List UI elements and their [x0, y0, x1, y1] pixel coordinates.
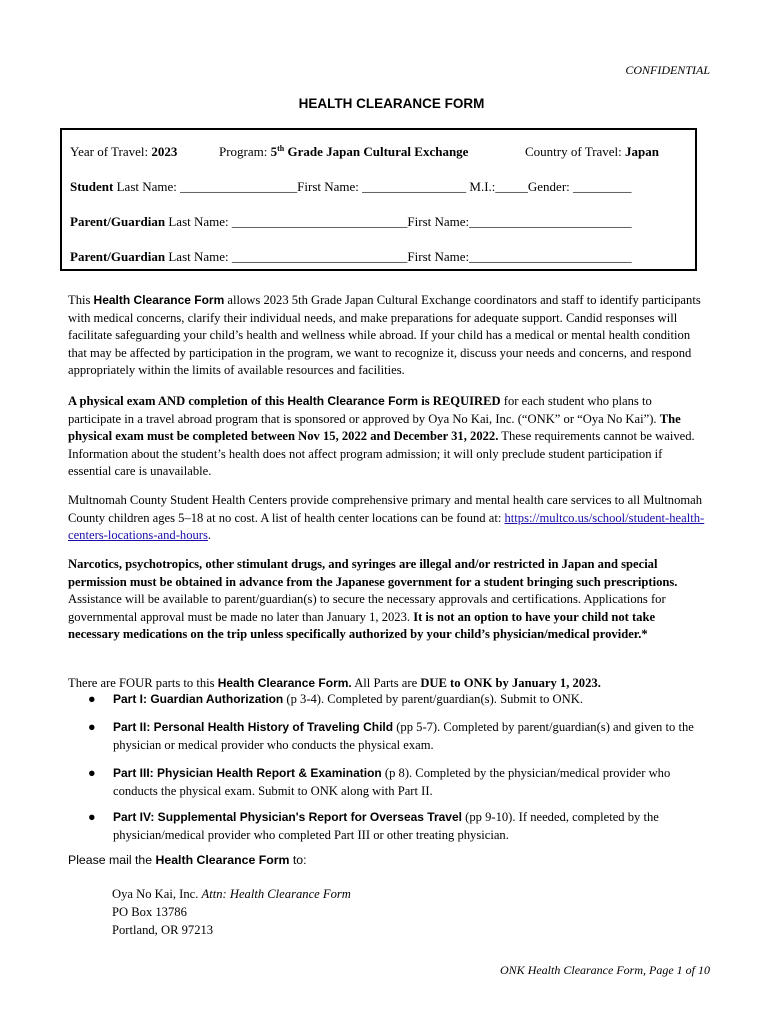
address-line-3: Portland, OR 97213: [112, 923, 214, 937]
text: This: [68, 293, 94, 307]
health-centers-link[interactable]: https://multco.us/school/student-health-centers-locations-and-hours: [68, 510, 705, 542]
student-name-row: [70, 179, 632, 195]
year-value: 2023: [151, 144, 178, 159]
address-line-1: [112, 885, 351, 903]
mail-instruction: [68, 853, 307, 867]
program-value: [271, 144, 469, 159]
country-value: Japan: [625, 144, 660, 159]
program-grade: 5: [270, 144, 278, 159]
parent1-name-fields[interactable]: Last Name: ___________________________First Name:_________________________: [165, 214, 632, 229]
part-title: Part IV: Supplemental Physician's Report for Overseas Travel: [113, 810, 462, 824]
text: A physical exam AND completion of this: [68, 394, 288, 408]
intro-paragraph: [68, 292, 708, 380]
parent-label: Parent/Guardian: [70, 214, 166, 229]
travel-info-box: [60, 128, 697, 271]
text: Multnomah County Student Health Centers provide comprehensive primary and mental health care services to all Multnomah County children ages 5–18 at no cost. A list of health center locations can be found at:: [68, 493, 703, 525]
attention-line: Attn: Health Clearance Form: [201, 887, 351, 901]
country-of-travel: [525, 144, 659, 160]
text: All Parts are: [351, 676, 421, 690]
exam-deadline: The physical exam must be completed between Nov 15, 2022 and December 31, 2022.: [68, 411, 681, 443]
organization: Oya No Kai, Inc.: [112, 887, 202, 901]
page-title: HEALTH CLEARANCE FORM: [298, 96, 485, 111]
form-name: Health Clearance Form.: [217, 676, 352, 690]
form-name: Health Clearance Form: [155, 853, 290, 867]
program: [219, 144, 468, 160]
form-name: Health Clearance Form: [287, 394, 419, 408]
student-label: Student: [70, 179, 114, 194]
program-name: Grade Japan Cultural Exchange: [284, 144, 469, 159]
part-description: (pp 9-10). If needed, completed by the physician/medical provider who completed Part III or other treating physician.: [113, 810, 659, 842]
program-label: Program:: [219, 144, 271, 159]
part-title: Part I: Guardian Authorization: [113, 692, 284, 706]
medications-paragraph: [68, 556, 708, 644]
text: .: [207, 528, 212, 542]
parent-guardian-row-1: [70, 214, 632, 230]
form-name: Health Clearance Form: [93, 293, 225, 307]
text: These requirements cannot be waived. Information about the student’s health does not affect program admission; it will only preclude student participation if essential care is unavailable.: [68, 429, 695, 478]
parent-guardian-row-2: [70, 249, 632, 265]
year-of-travel: [70, 144, 177, 160]
program-grade-suffix: th: [277, 144, 285, 153]
text: Assistance will be available to parent/guardian(s) to secure the necessary approvals and certifications. Applications for governmental approval must be made no later than January 1, 2023.: [68, 592, 666, 624]
text: Please mail the: [68, 853, 156, 867]
bullet-icon: ●: [88, 766, 96, 780]
bullet-icon: ●: [88, 810, 96, 824]
parent2-name-fields[interactable]: Last Name: ___________________________First Name:_________________________: [165, 249, 632, 264]
student-name-fields[interactable]: Last Name: __________________First Name: ________________ M.I.:_____Gender: _________: [113, 179, 632, 194]
text: is REQUIRED: [418, 394, 501, 408]
text: Narcotics, psychotropics, other stimulant drugs, and syringes are illegal and/or restricted in Japan and special permission must be obtained in advance from the Japanese government for a student bringing such prescriptions.: [68, 557, 678, 589]
country-label: Country of Travel:: [525, 144, 626, 159]
due-date: DUE to ONK by January 1, 2023.: [420, 676, 601, 690]
text: There are FOUR parts to this: [68, 676, 218, 690]
parent-label: Parent/Guardian: [70, 249, 166, 264]
address-line-2: PO Box 13786: [112, 905, 187, 919]
part-description: (p 3-4). Completed by parent/guardian(s). Submit to ONK.: [283, 692, 583, 706]
text: to:: [289, 853, 307, 867]
part-title: Part III: Physician Health Report & Examination: [113, 766, 382, 780]
part-title: Part II: Personal Health History of Traveling Child: [113, 720, 394, 734]
text: allows 2023 5th Grade Japan Cultural Exchange coordinators and staff to identify participants with medical concerns, clarify their individual needs, and make preparations for adequate support. Candid responses will facilitate safeguarding your child’s health and wellness while abroad. If your child has a medical or mental health condition that may be affected by participation in the program, we want to recognize it, discuss your needs and concerns, and respond appropriately within the limits of available resources and facilities.: [68, 293, 701, 377]
confidential-label: CONFIDENTIAL: [625, 63, 710, 77]
year-label: Year of Travel:: [70, 144, 152, 159]
mailing-address: [112, 885, 351, 939]
physical-exam-paragraph: [68, 393, 708, 481]
bullet-icon: ●: [88, 720, 96, 734]
health-centers-paragraph: [68, 492, 708, 545]
text: It is not an option to have your child not take necessary medications on the trip unless specifically authorized by your child’s physician/medical provider.*: [68, 609, 656, 641]
part-description: (p 8). Completed by the physician/medical provider who conducts the physical exam. Submit to ONK along with Part II.: [113, 766, 671, 798]
part-description: (pp 5-7). Completed by parent/guardian(s) and given to the physician or medical provider who conducts the physical exam.: [113, 720, 694, 752]
text: for each student who plans to participate in a travel abroad program that is sponsored or approved by Oya No Kai, Inc. (“ONK” or “Oya No Kai”).: [68, 394, 660, 426]
page-footer: ONK Health Clearance Form, Page 1 of 10: [500, 963, 710, 977]
bullet-icon: ●: [88, 692, 96, 706]
